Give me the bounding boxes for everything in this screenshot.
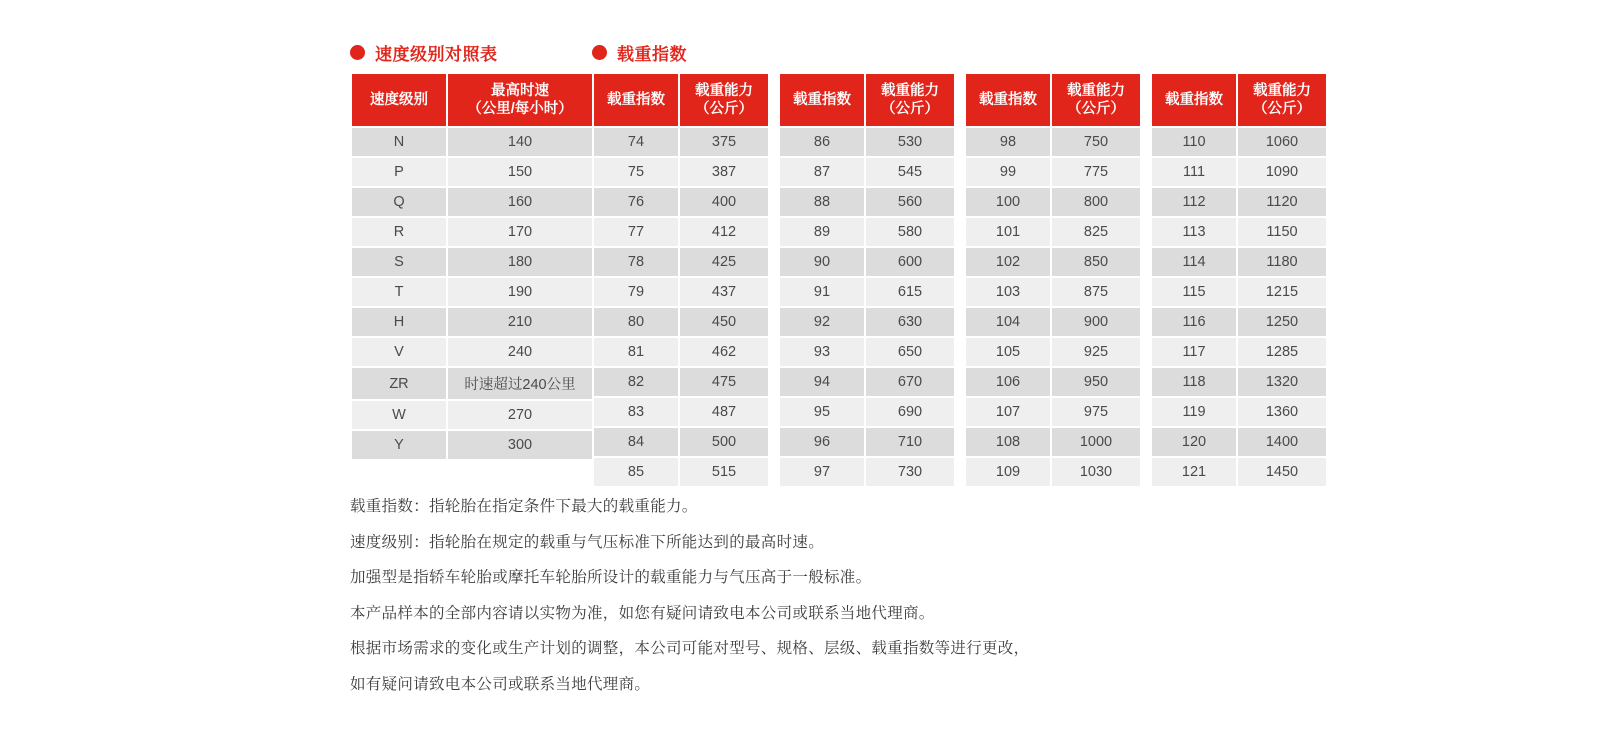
column-spacer: [770, 368, 778, 396]
load-col-header-line2: （公斤）: [695, 101, 753, 118]
load-capacity-cell: 730: [866, 458, 954, 486]
load-index-cell: 75: [594, 158, 678, 186]
load-capacity-cell: 1000: [1052, 428, 1140, 456]
column-spacer: [1142, 368, 1150, 396]
load-col-header-line1: 载重能力: [1253, 83, 1311, 99]
load-capacity-cell: 1320: [1238, 368, 1326, 396]
load-index-cell: 93: [780, 338, 864, 366]
column-spacer: [770, 158, 778, 186]
load-index-cell: 119: [1152, 398, 1236, 426]
load-capacity-cell: 515: [680, 458, 768, 486]
load-col-header-line2: （公斤）: [1067, 101, 1125, 118]
load-capacity-cell: 1400: [1238, 428, 1326, 456]
load-index-cell: 78: [594, 248, 678, 276]
load-index-cell: 76: [594, 188, 678, 216]
speed-grade-cell: ZR: [352, 368, 446, 399]
load-index-cell: 95: [780, 398, 864, 426]
speed-grade-cell: T: [352, 278, 446, 306]
column-spacer: [770, 428, 778, 456]
table-row: [352, 128, 592, 156]
speed-maxspeed-cell: 140: [448, 128, 592, 156]
load-col-header-index: 载重指数: [780, 74, 864, 126]
load-index-cell: 103: [966, 278, 1050, 306]
load-index-cell: 120: [1152, 428, 1236, 456]
load-capacity-cell: 1285: [1238, 338, 1326, 366]
load-index-cell: 88: [780, 188, 864, 216]
table-row: [594, 248, 1326, 276]
table-row: [352, 308, 592, 336]
table-row: [352, 401, 592, 429]
table-row: [352, 188, 592, 216]
load-index-table-wrap: [592, 72, 1328, 488]
load-capacity-cell: 437: [680, 278, 768, 306]
load-capacity-cell: 850: [1052, 248, 1140, 276]
column-spacer: [956, 308, 964, 336]
column-spacer: [770, 458, 778, 486]
speed-maxspeed-cell: 300: [448, 431, 592, 459]
load-capacity-cell: 1180: [1238, 248, 1326, 276]
column-spacer: [1142, 398, 1150, 426]
load-index-cell: 84: [594, 428, 678, 456]
column-spacer: [770, 74, 778, 126]
column-spacer: [770, 248, 778, 276]
notes-block: [350, 498, 1450, 712]
table-row: [594, 458, 1326, 486]
note-line: 根据市场需求的变化或生产计划的调整，本公司可能对型号、规格、层级、载重指数等进行更改，: [350, 640, 1030, 658]
note-line: 载重指数：指轮胎在指定条件下最大的载重能力。: [350, 498, 698, 515]
table-row: [594, 428, 1326, 456]
load-capacity-cell: 690: [866, 398, 954, 426]
load-capacity-cell: 950: [1052, 368, 1140, 396]
load-index-cell: 104: [966, 308, 1050, 336]
column-spacer: [956, 428, 964, 456]
load-capacity-cell: 500: [680, 428, 768, 456]
speed-rating-table: [350, 72, 594, 461]
load-index-cell: 86: [780, 128, 864, 156]
red-dot-icon: [350, 45, 365, 60]
table-row: [594, 338, 1326, 366]
speed-table-body: [352, 128, 592, 459]
load-col-header-capacity: [866, 74, 954, 126]
column-spacer: [1142, 188, 1150, 216]
column-spacer: [1142, 338, 1150, 366]
load-capacity-cell: 650: [866, 338, 954, 366]
note-line: 如有疑问请致电本公司或联系当地代理商。: [350, 675, 651, 693]
load-capacity-cell: 475: [680, 368, 768, 396]
load-index-cell: 87: [780, 158, 864, 186]
table-row: [594, 158, 1326, 186]
speed-grade-cell: Q: [352, 188, 446, 216]
column-spacer: [1142, 428, 1150, 456]
load-col-header-capacity: [1052, 74, 1140, 126]
load-capacity-cell: 800: [1052, 188, 1140, 216]
speed-grade-cell: H: [352, 308, 446, 336]
load-index-cell: 91: [780, 278, 864, 306]
load-col-header-index: 载重指数: [594, 74, 678, 126]
load-index-cell: 85: [594, 458, 678, 486]
speed-grade-cell: Y: [352, 431, 446, 459]
load-index-cell: 106: [966, 368, 1050, 396]
load-index-cell: 83: [594, 398, 678, 426]
note-line: 加强型是指轿车轮胎或摩托车轮胎所设计的载重能力与气压高于一般标准。: [350, 569, 872, 587]
load-capacity-cell: 1090: [1238, 158, 1326, 186]
speed-grade-cell: S: [352, 248, 446, 276]
load-index-cell: 79: [594, 278, 678, 306]
speed-col-header-maxspeed: [448, 74, 592, 126]
load-index-section-title: [592, 40, 687, 65]
load-index-cell: 74: [594, 128, 678, 156]
speed-col-header-line2: （公里/每小时）: [467, 101, 573, 118]
table-row: [352, 368, 592, 399]
load-index-cell: 112: [1152, 188, 1236, 216]
load-col-header-line2: （公斤）: [881, 101, 939, 118]
column-spacer: [956, 338, 964, 366]
column-spacer: [1142, 278, 1150, 306]
speed-grade-cell: V: [352, 338, 446, 366]
load-capacity-cell: 1030: [1052, 458, 1140, 486]
load-capacity-cell: 1120: [1238, 188, 1326, 216]
load-index-cell: 116: [1152, 308, 1236, 336]
speed-table-head: [352, 74, 592, 126]
speed-maxspeed-cell: 190: [448, 278, 592, 306]
column-spacer: [956, 368, 964, 396]
table-row: [352, 158, 592, 186]
load-capacity-cell: 425: [680, 248, 768, 276]
column-spacer: [956, 188, 964, 216]
load-capacity-cell: 400: [680, 188, 768, 216]
load-capacity-cell: 412: [680, 218, 768, 246]
column-spacer: [956, 218, 964, 246]
load-capacity-cell: 545: [866, 158, 954, 186]
load-index-cell: 98: [966, 128, 1050, 156]
speed-grade-cell: W: [352, 401, 446, 429]
column-spacer: [956, 128, 964, 156]
load-capacity-cell: 875: [1052, 278, 1140, 306]
table-row: [352, 278, 592, 306]
load-col-header-line1: 载重能力: [1067, 83, 1125, 99]
load-index-cell: 101: [966, 218, 1050, 246]
load-capacity-cell: 670: [866, 368, 954, 396]
load-index-cell: 102: [966, 248, 1050, 276]
load-index-table: [592, 72, 1328, 488]
column-spacer: [770, 128, 778, 156]
speed-col-header-grade: 速度级别: [352, 74, 446, 126]
load-capacity-cell: 825: [1052, 218, 1140, 246]
load-index-cell: 92: [780, 308, 864, 336]
table-row: [352, 218, 592, 246]
load-index-cell: 77: [594, 218, 678, 246]
load-capacity-cell: 1360: [1238, 398, 1326, 426]
load-index-cell: 111: [1152, 158, 1236, 186]
load-capacity-cell: 600: [866, 248, 954, 276]
table-row: [352, 338, 592, 366]
load-index-cell: 110: [1152, 128, 1236, 156]
speed-grade-cell: N: [352, 128, 446, 156]
column-spacer: [770, 218, 778, 246]
load-index-cell: 113: [1152, 218, 1236, 246]
column-spacer: [956, 158, 964, 186]
load-col-header-line1: 载重能力: [881, 83, 939, 99]
table-row: [594, 398, 1326, 426]
table-row: [594, 218, 1326, 246]
load-capacity-cell: 775: [1052, 158, 1140, 186]
load-index-cell: 118: [1152, 368, 1236, 396]
load-index-cell: 114: [1152, 248, 1236, 276]
table-header-row: [352, 74, 592, 126]
load-capacity-cell: 462: [680, 338, 768, 366]
red-dot-icon: [592, 45, 607, 60]
speed-maxspeed-cell: 240: [448, 338, 592, 366]
column-spacer: [1142, 218, 1150, 246]
load-capacity-cell: 560: [866, 188, 954, 216]
load-capacity-cell: 487: [680, 398, 768, 426]
speed-rating-table-wrap: [350, 72, 594, 461]
load-index-cell: 99: [966, 158, 1050, 186]
column-spacer: [1142, 458, 1150, 486]
load-capacity-cell: 925: [1052, 338, 1140, 366]
load-index-cell: 89: [780, 218, 864, 246]
column-spacer: [1142, 248, 1150, 276]
load-index-cell: 105: [966, 338, 1050, 366]
load-index-cell: 81: [594, 338, 678, 366]
load-col-header-index: 载重指数: [966, 74, 1050, 126]
load-capacity-cell: 1250: [1238, 308, 1326, 336]
note-line: 本产品样本的全部内容请以实物为准，如您有疑问请致电本公司或联系当地代理商。: [350, 604, 935, 622]
column-spacer: [770, 308, 778, 336]
load-capacity-cell: 375: [680, 128, 768, 156]
note-line: 速度级别：指轮胎在规定的载重与气压标准下所能达到的最高时速。: [350, 533, 825, 551]
load-index-cell: 97: [780, 458, 864, 486]
speed-col-header-line1: 最高时速: [491, 83, 549, 99]
table-row: [594, 368, 1326, 396]
speed-rating-section-title: [350, 40, 498, 65]
load-col-header-line2: （公斤）: [1253, 101, 1311, 118]
speed-grade-cell: P: [352, 158, 446, 186]
column-spacer: [956, 278, 964, 306]
load-capacity-cell: 710: [866, 428, 954, 456]
column-spacer: [1142, 308, 1150, 336]
table-row: [352, 248, 592, 276]
column-spacer: [770, 338, 778, 366]
column-spacer: [956, 398, 964, 426]
load-table-body: [594, 128, 1326, 486]
speed-maxspeed-cell: 270: [448, 401, 592, 429]
load-capacity-cell: 580: [866, 218, 954, 246]
load-index-cell: 109: [966, 458, 1050, 486]
load-index-cell: 90: [780, 248, 864, 276]
column-spacer: [1142, 74, 1150, 126]
load-index-cell: 82: [594, 368, 678, 396]
load-capacity-cell: 975: [1052, 398, 1140, 426]
speed-maxspeed-cell: 时速超过240公里: [448, 368, 592, 399]
speed-maxspeed-cell: 210: [448, 308, 592, 336]
column-spacer: [1142, 158, 1150, 186]
load-capacity-cell: 1060: [1238, 128, 1326, 156]
load-capacity-cell: 615: [866, 278, 954, 306]
speed-maxspeed-cell: 160: [448, 188, 592, 216]
load-index-cell: 108: [966, 428, 1050, 456]
load-index-cell: 94: [780, 368, 864, 396]
load-col-header-line1: 载重能力: [695, 83, 753, 99]
load-index-cell: 80: [594, 308, 678, 336]
load-index-cell: 121: [1152, 458, 1236, 486]
load-table-head: [594, 74, 1326, 126]
load-index-cell: 96: [780, 428, 864, 456]
column-spacer: [956, 74, 964, 126]
column-spacer: [956, 248, 964, 276]
speed-maxspeed-cell: 180: [448, 248, 592, 276]
table-row: [594, 278, 1326, 306]
column-spacer: [770, 188, 778, 216]
table-row: [594, 128, 1326, 156]
speed-grade-cell: R: [352, 218, 446, 246]
load-capacity-cell: 1150: [1238, 218, 1326, 246]
load-index-cell: 100: [966, 188, 1050, 216]
load-col-header-capacity: [680, 74, 768, 126]
column-spacer: [956, 458, 964, 486]
load-capacity-cell: 1450: [1238, 458, 1326, 486]
load-index-cell: 117: [1152, 338, 1236, 366]
column-spacer: [770, 398, 778, 426]
speed-rating-title-text: 速度级别对照表: [375, 45, 498, 64]
load-index-cell: 107: [966, 398, 1050, 426]
table-row: [352, 431, 592, 459]
load-capacity-cell: 750: [1052, 128, 1140, 156]
table-row: [594, 188, 1326, 216]
load-capacity-cell: 900: [1052, 308, 1140, 336]
load-capacity-cell: 530: [866, 128, 954, 156]
table-row: [594, 308, 1326, 336]
load-capacity-cell: 387: [680, 158, 768, 186]
load-index-title-text: 载重指数: [617, 45, 687, 64]
load-capacity-cell: 450: [680, 308, 768, 336]
load-capacity-cell: 630: [866, 308, 954, 336]
load-capacity-cell: 1215: [1238, 278, 1326, 306]
load-col-header-index: 载重指数: [1152, 74, 1236, 126]
load-index-cell: 115: [1152, 278, 1236, 306]
table-header-row: [594, 74, 1326, 126]
speed-maxspeed-cell: 150: [448, 158, 592, 186]
column-spacer: [770, 278, 778, 306]
load-col-header-capacity: [1238, 74, 1326, 126]
speed-maxspeed-cell: 170: [448, 218, 592, 246]
column-spacer: [1142, 128, 1150, 156]
